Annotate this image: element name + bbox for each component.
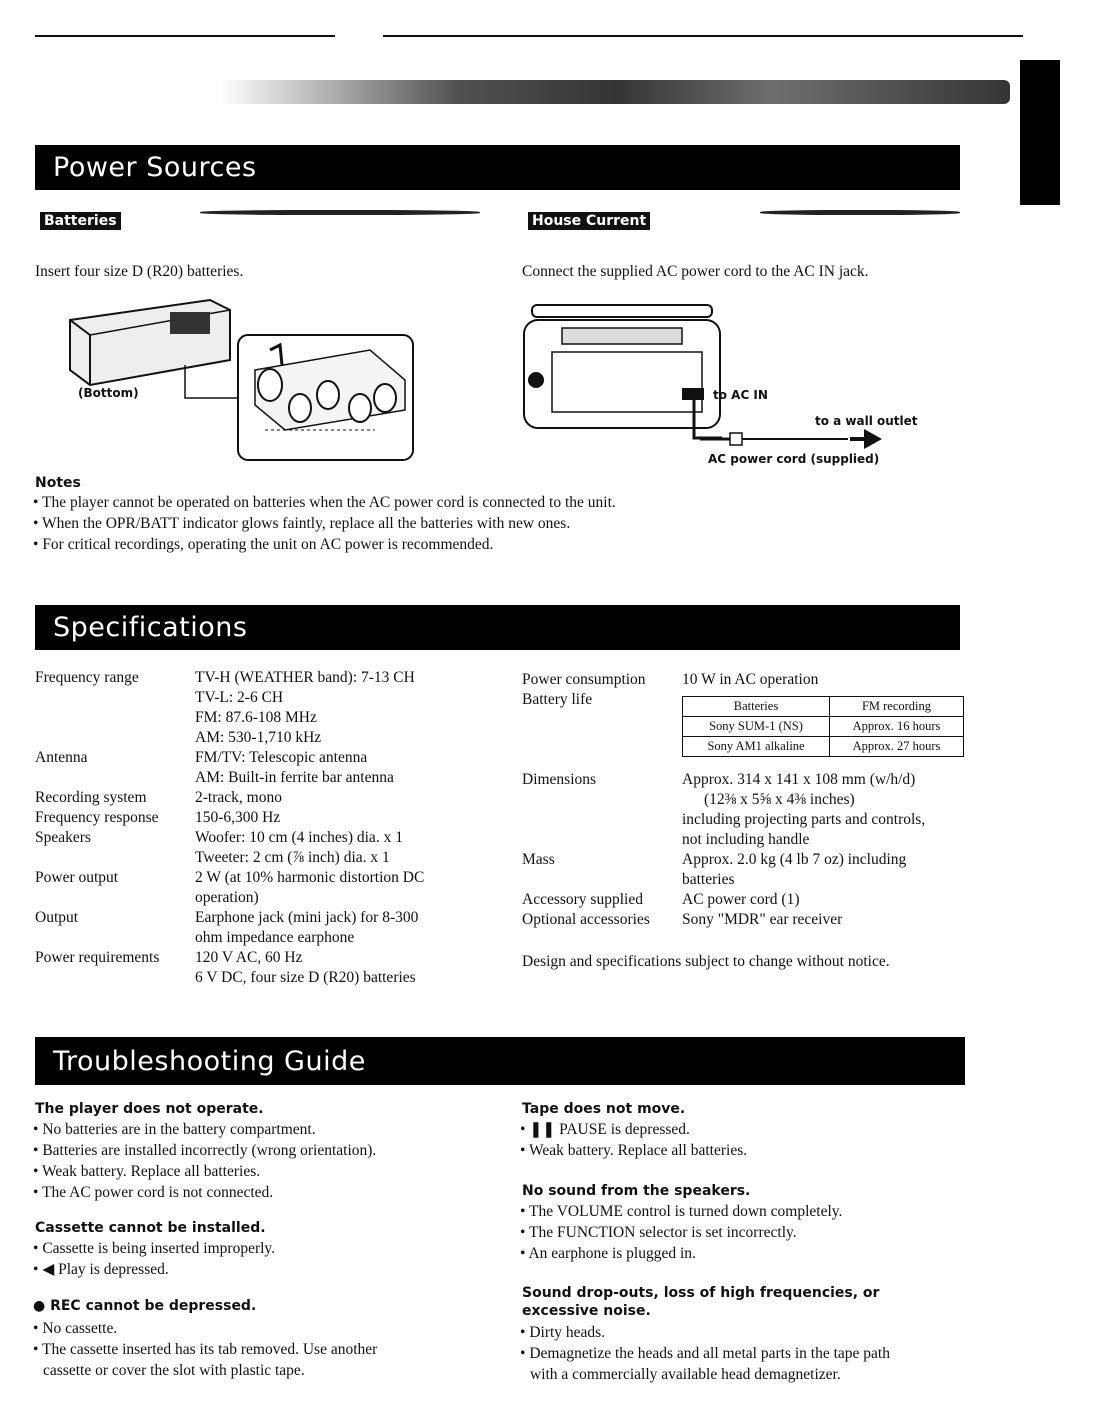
ac-cord-label: AC power cord (supplied) [708,452,880,466]
list-item: • Dirty heads. [520,1322,890,1343]
list-item: • No cassette. [33,1318,377,1339]
specifications-banner [35,605,960,650]
trouble-list [33,1318,377,1381]
batteries-heading: Batteries [40,212,121,230]
list-item: • Batteries are installed incorrectly (wrong orientation). [33,1140,376,1161]
list-item: • No batteries are in the battery compartment. [33,1119,376,1140]
spec-disclaimer: Design and specifications subject to change without notice. [522,953,890,970]
note-item: • The player cannot be operated on batteries when the AC power cord is connected to the unit. [33,492,616,513]
power-sources-title: Power Sources [53,152,257,183]
list-item: • Demagnetize the heads and all metal parts in the tape path [520,1343,890,1364]
list-item: • Weak battery. Replace all batteries. [520,1140,747,1161]
trouble-list [520,1322,890,1385]
spec-right-column [522,770,972,930]
spec-row: Power output 2 W (at 10% harmonic distortion DC operation) [35,869,425,906]
list-item: • The VOLUME control is turned down completely. [520,1201,842,1222]
batteries-instruction: Insert four size D (R20) batteries. [35,263,244,280]
list-item: with a commercially available head demagnetizer. [530,1366,841,1383]
battery-life-table [682,696,964,757]
specifications-title: Specifications [53,612,248,643]
power-cord-illustration [700,425,900,455]
troubleshooting-banner [35,1037,965,1085]
spec-left-column [35,668,495,988]
power-sources-banner [35,145,960,190]
spec-battery-life: Battery life [522,691,593,708]
spec-row: Frequency range TV-H (WEATHER band): 7-13 CH TV-L: 2-6 CH FM: 87.6-108 MHz AM: 530-1,710 kHz [35,669,415,746]
to-wall-outlet-label: to a wall outlet [815,414,918,428]
trouble-list [33,1119,376,1203]
list-item: • Cassette is being inserted improperly. [33,1238,275,1259]
list-item: • ◀ Play is depressed. [33,1259,275,1280]
spec-row: Recording system 2-track, mono [35,789,282,806]
troubleshooting-title: Troubleshooting Guide [53,1045,366,1077]
header-smudge [220,80,1010,104]
house-current-heading: House Current [528,212,650,230]
list-item: • The FUNCTION selector is set incorrectly. [520,1222,842,1243]
table-header: FM recording [829,697,963,717]
spec-row: Antenna FM/TV: Telescopic antenna AM: Built-in ferrite bar antenna [35,749,394,786]
trouble-heading: The player does not operate. [35,1101,264,1117]
battery-compartment-illustration [60,290,420,465]
list-item: • The AC power cord is not connected. [33,1182,376,1203]
radio-illustration [522,300,722,450]
trouble-heading-cont: excessive noise. [522,1303,651,1319]
table-header: Batteries [683,697,830,717]
spec-row: Power requirements 120 V AC, 60 Hz 6 V DC, four size D (R20) batteries [35,949,416,986]
list-item: • ❚❚ PAUSE is depressed. [520,1119,747,1140]
top-rule-right [383,35,1023,37]
batteries-heading-smudge [200,210,480,215]
trouble-list [520,1201,842,1264]
spec-row: Speakers Woofer: 10 cm (4 inches) dia. x 1 Tweeter: 2 cm (⅞ inch) dia. x 1 [35,829,403,866]
to-ac-in-label: to AC IN [713,388,768,402]
list-item: • The cassette inserted has its tab removed. Use another [33,1339,377,1360]
list-item: • An earphone is plugged in. [520,1243,842,1264]
spec-row: Accessory supplied AC power cord (1) [522,891,800,908]
spec-row: Frequency response 150-6,300 Hz [35,809,281,826]
spec-row: Dimensions Approx. 314 x 141 x 108 mm (w/h/d) (12⅜ x 5⅝ x 4⅜ inches) including projecting parts and controls, not including handle [522,771,926,848]
trouble-heading: Cassette cannot be installed. [35,1220,266,1236]
trouble-list [520,1119,747,1161]
page-tab-marker [1020,60,1060,205]
spec-row: Output Earphone jack (mini jack) for 8-300 ohm impedance earphone [35,909,419,946]
house-current-smudge [760,210,960,215]
notes-heading: Notes [35,475,81,491]
top-rule-left [35,35,335,37]
spec-power-consumption: Power consumption 10 W in AC operation [522,671,819,688]
spec-row: Optional accessories Sony "MDR" ear receiver [522,911,843,928]
table-row: Sony SUM-1 (NS) Approx. 16 hours [683,717,964,737]
trouble-heading: Sound drop-outs, loss of high frequencies, or [522,1285,880,1301]
trouble-heading: ● REC cannot be depressed. [33,1298,257,1314]
note-item: • For critical recordings, operating the unit on AC power is recommended. [33,534,616,555]
table-row: Sony AM1 alkaline Approx. 27 hours [683,737,964,757]
spec-row: Mass Approx. 2.0 kg (4 lb 7 oz) including batteries [522,851,907,888]
table-header-row [683,697,964,717]
notes-list [33,492,616,555]
trouble-list [33,1238,275,1280]
trouble-heading: Tape does not move. [522,1101,686,1117]
note-item: • When the OPR/BATT indicator glows faintly, replace all the batteries with new ones. [33,513,616,534]
trouble-heading: No sound from the speakers. [522,1183,751,1199]
bottom-label: (Bottom) [78,386,139,400]
house-current-instruction: Connect the supplied AC power cord to the AC IN jack. [522,263,869,280]
list-item: cassette or cover the slot with plastic tape. [43,1362,305,1379]
list-item: • Weak battery. Replace all batteries. [33,1161,376,1182]
